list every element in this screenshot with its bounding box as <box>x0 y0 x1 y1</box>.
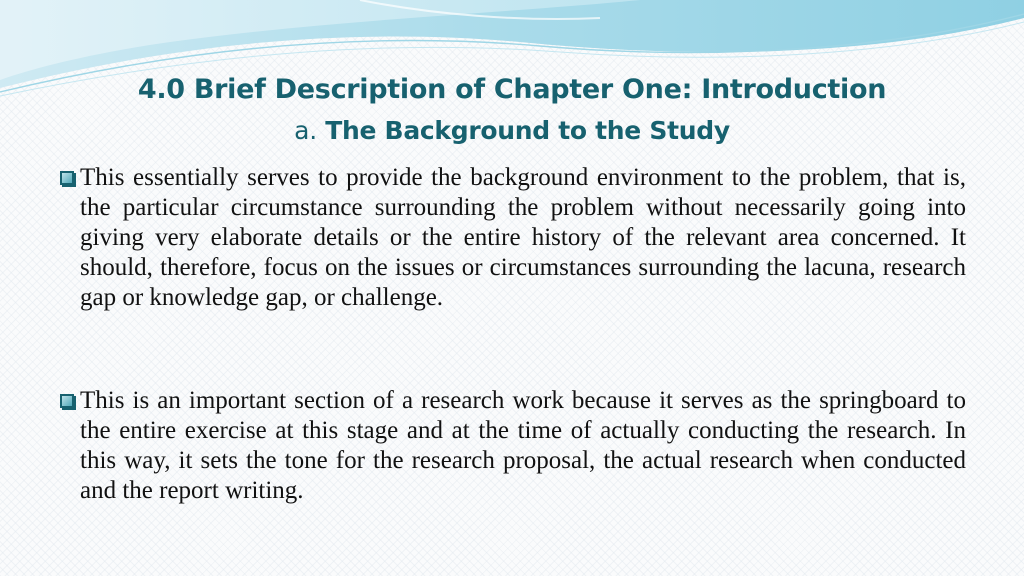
subtitle-prefix: a. <box>294 116 317 145</box>
bullet-text: This is an important section of a research work because it serves as the springboard to the entire exercise at this stage and at the time of actually conducting the research. In this way, it sets the tone for the research proposal, the actual research when conducted and the report writing. <box>80 387 966 504</box>
bullet-item-section-importance <box>60 386 966 506</box>
slide-subtitle <box>0 116 1024 145</box>
subtitle-main: The Background to the Study <box>325 116 730 145</box>
bullet-text: This essentially serves to provide the background environment to the problem, that is, the particular circumstance surrounding the problem without necessarily going into giving very elaborate details or the entire history of the relevant area concerned. It should, therefore, focus on the issues or circumstances surrounding the lacuna, research gap or knowledge gap, or challenge. <box>80 164 966 311</box>
square-bullet-icon <box>60 394 74 408</box>
square-bullet-icon <box>60 171 74 185</box>
bullet-item-background-purpose <box>60 163 966 313</box>
slide-title: 4.0 Brief Description of Chapter One: Introduction <box>137 74 887 105</box>
